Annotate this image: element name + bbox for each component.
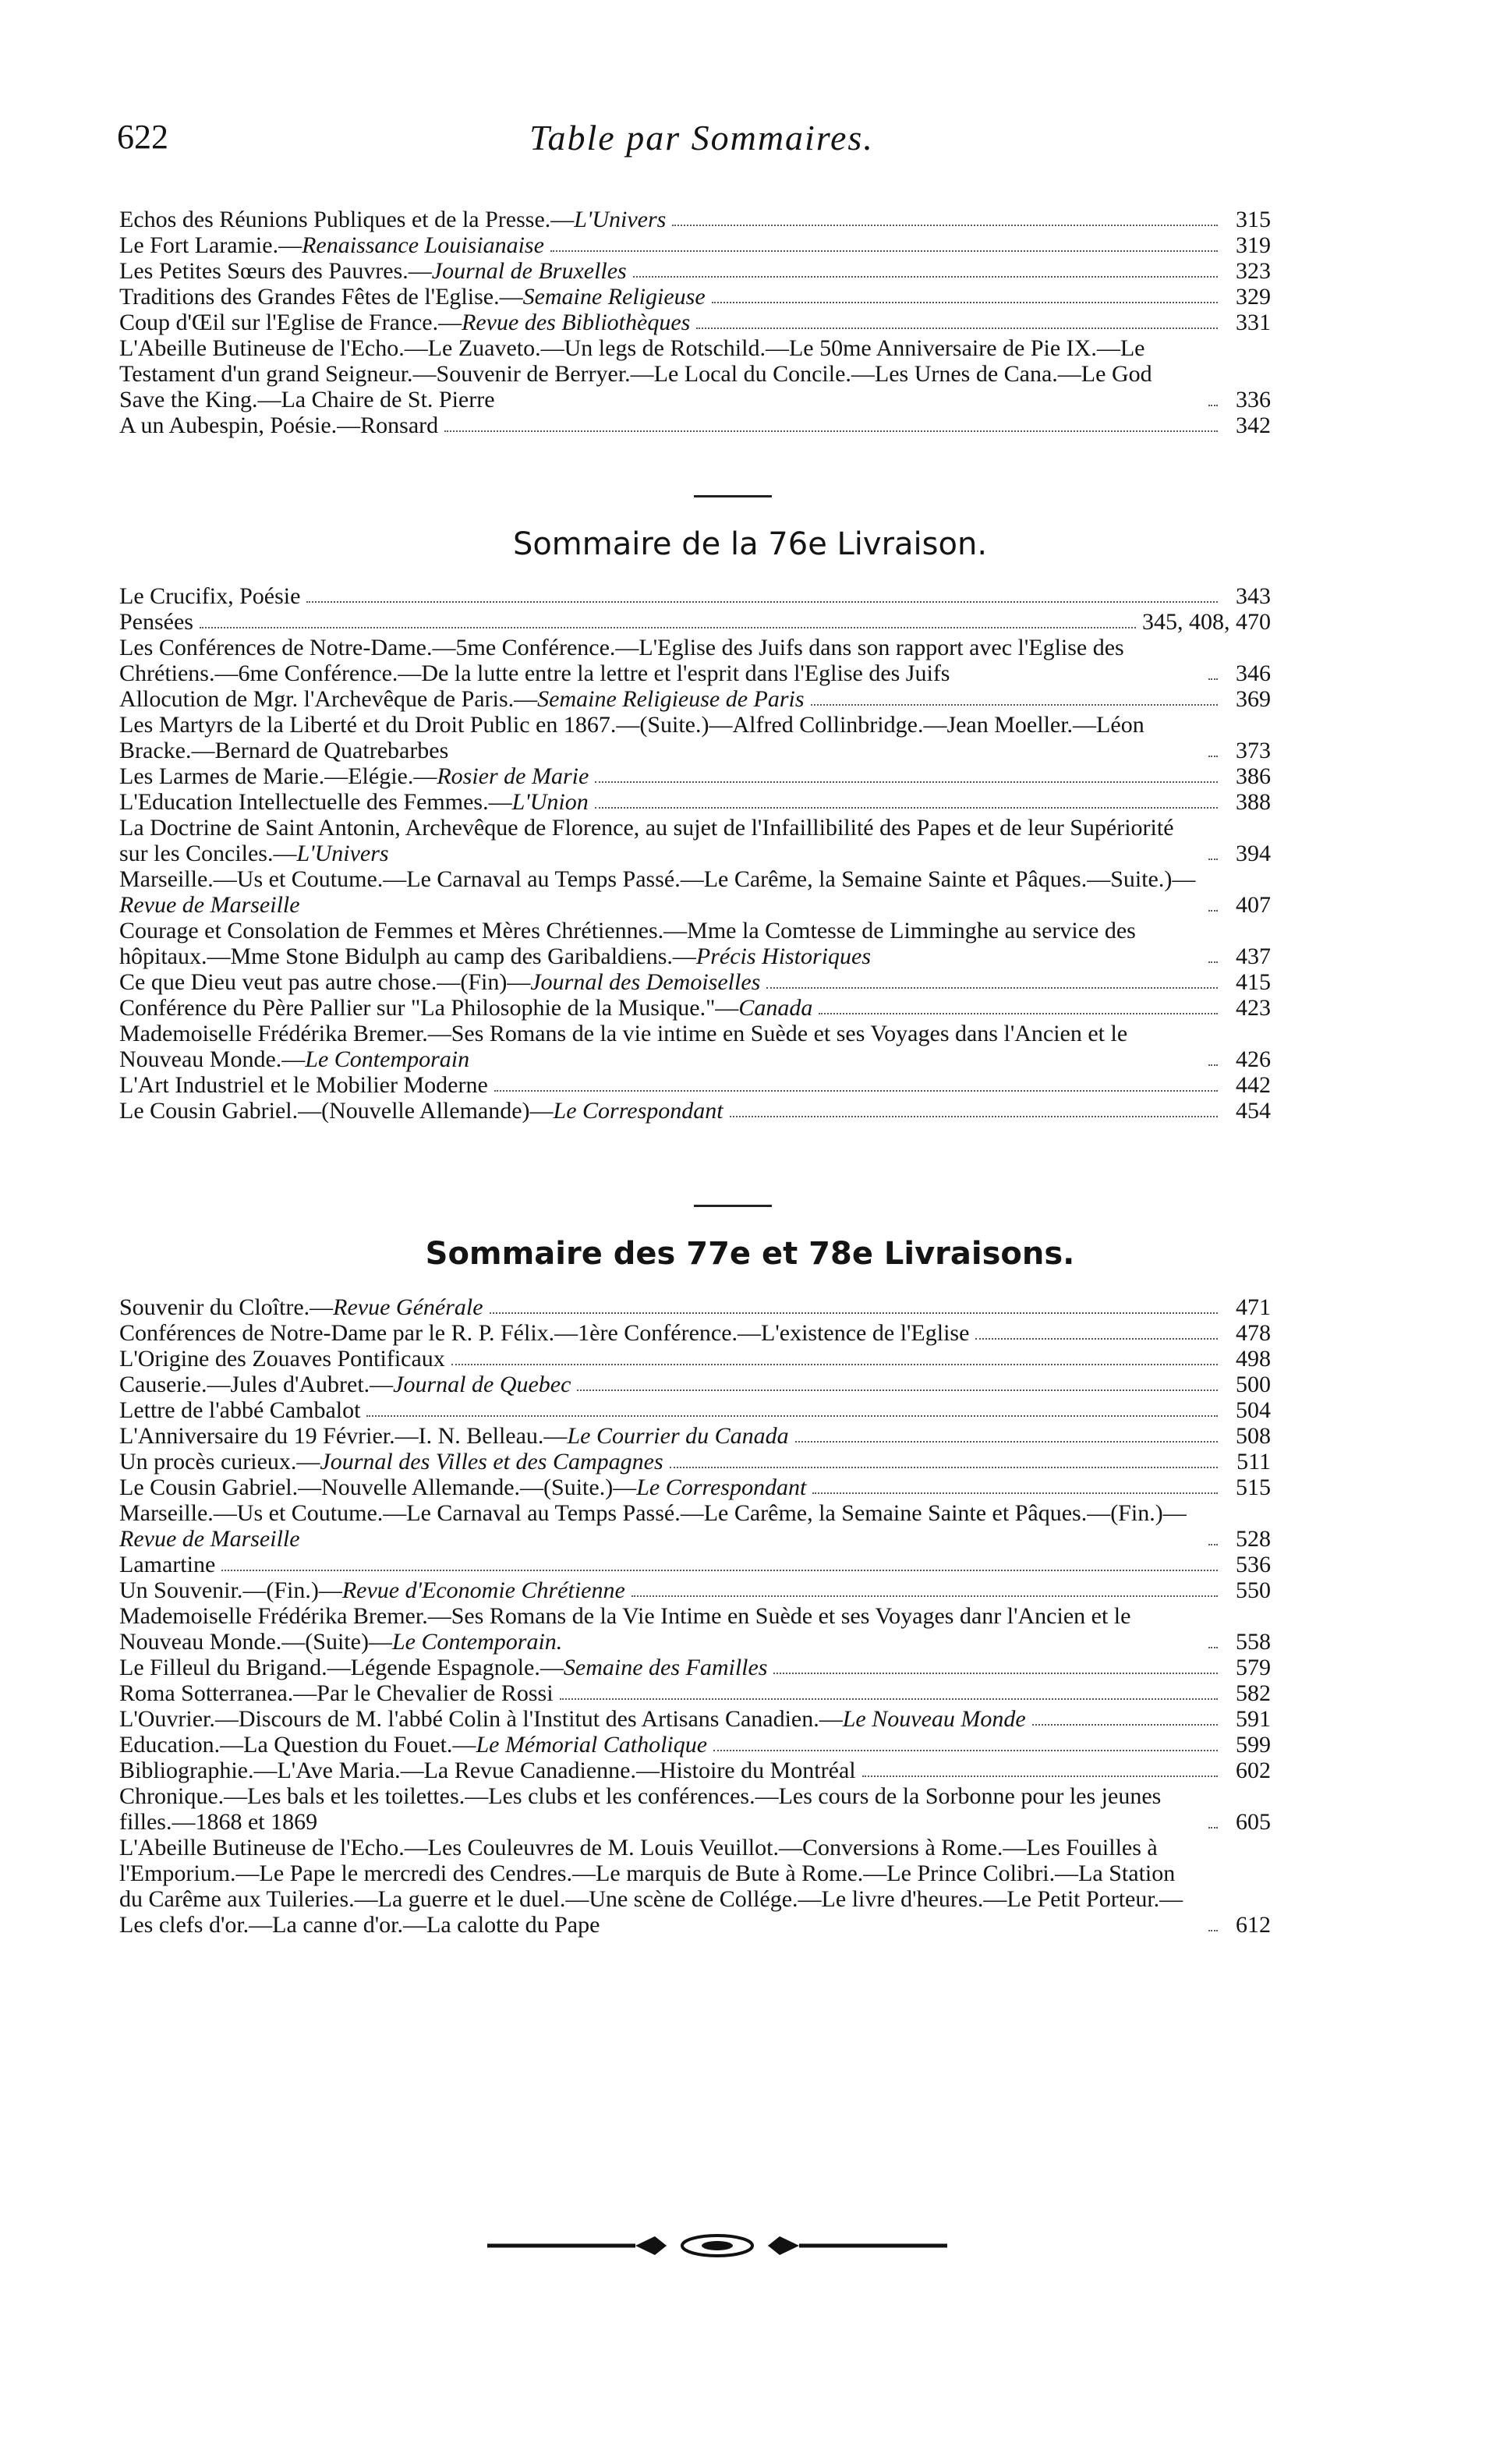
entry-page-number: 478 bbox=[1236, 1320, 1271, 1346]
toc-entry bbox=[119, 1500, 1271, 1552]
entry-page-number: 550 bbox=[1236, 1577, 1271, 1603]
toc-entry bbox=[119, 1835, 1271, 1938]
entry-title: Un procès curieux.—Journal des Villes et des Campagnes bbox=[119, 1449, 663, 1475]
entry-source: Canada bbox=[738, 995, 813, 1021]
entry-source: Précis Historiques bbox=[695, 943, 872, 969]
entry-source: Rosier de Marie bbox=[437, 763, 589, 789]
toc-entry bbox=[119, 1577, 1271, 1603]
toc-entry bbox=[119, 1783, 1271, 1835]
dot-leader bbox=[773, 1673, 1218, 1674]
toc-entry bbox=[119, 258, 1271, 284]
toc-entry bbox=[119, 1098, 1271, 1124]
toc-entry bbox=[119, 1655, 1271, 1680]
entry-page-number: 423 bbox=[1236, 995, 1271, 1021]
entry-page-number: 605 bbox=[1236, 1809, 1271, 1835]
entry-source: Semaine Religieuse de Paris bbox=[537, 686, 805, 712]
toc-entry bbox=[119, 1603, 1271, 1655]
entry-title: Conférence du Père Pallier sur "La Philosophie de la Musique."—Canada bbox=[119, 995, 813, 1021]
toc-entry bbox=[119, 1294, 1271, 1320]
entry-title: La Doctrine de Saint Antonin, Archevêque de Florence, au sujet de l'Infaillibilité des Papes et de leur Supériorité sur les Conciles.—L'Univers bbox=[119, 815, 1174, 866]
section-76-entries bbox=[119, 583, 1271, 1124]
entry-source: Revue Générale bbox=[333, 1294, 483, 1320]
toc-entry bbox=[119, 583, 1271, 609]
entry-title: Mademoiselle Frédérika Bremer.—Ses Romans de la Vie Intime en Suède et ses Voyages danr l'Ancien et le Nouveau Monde.—(Suite)—Le Contemporain. bbox=[119, 1603, 1131, 1655]
entry-page-number: 323 bbox=[1236, 258, 1271, 284]
tailpiece-ornament bbox=[476, 2226, 959, 2265]
entry-page-number: 336 bbox=[1236, 387, 1271, 412]
entry-title: Lamartine bbox=[119, 1552, 216, 1577]
entry-page-number: 346 bbox=[1236, 660, 1271, 686]
toc-entry bbox=[119, 969, 1271, 995]
entry-title: Souvenir du Cloître.—Revue Générale bbox=[119, 1294, 483, 1320]
entry-source: Journal de Quebec bbox=[393, 1372, 571, 1397]
entry-title: L'Origine des Zouaves Pontificaux bbox=[119, 1346, 445, 1372]
running-title: Table par Sommaires. bbox=[529, 118, 874, 158]
entry-page-number: 342 bbox=[1236, 412, 1271, 438]
entry-page-number: 582 bbox=[1236, 1680, 1271, 1706]
entry-source: Journal des Villes et des Campagnes bbox=[320, 1449, 663, 1475]
dot-leader bbox=[1208, 1064, 1218, 1066]
entry-title: Les Conférences de Notre-Dame.—5me Conférence.—L'Eglise des Juifs dans son rapport avec l'Eglise des Chrétiens.—6me Conférence.—De la lutte entre la lettre et l'esprit dans l'Eglise des Juifs bbox=[119, 635, 1124, 686]
entry-page-number: 319 bbox=[1236, 232, 1271, 258]
dot-leader bbox=[811, 704, 1218, 706]
toc-entry bbox=[119, 1423, 1271, 1449]
dot-leader bbox=[1208, 1647, 1218, 1648]
dot-leader bbox=[766, 987, 1218, 989]
entry-title: Le Filleul du Brigand.—Légende Espagnole.—Semaine des Familles bbox=[119, 1655, 768, 1680]
entry-title: Le Cousin Gabriel.—(Nouvelle Allemande)—Le Correspondant bbox=[119, 1098, 723, 1124]
dot-leader bbox=[444, 430, 1218, 432]
dot-leader bbox=[712, 302, 1218, 303]
toc-entry bbox=[119, 866, 1271, 918]
entry-title: Les Larmes de Marie.—Elégie.—Rosier de Marie bbox=[119, 763, 589, 789]
dot-leader bbox=[490, 1312, 1218, 1314]
entry-page-number: 591 bbox=[1236, 1706, 1271, 1732]
entry-page-number: 329 bbox=[1236, 284, 1271, 310]
toc-entry bbox=[119, 412, 1271, 438]
toc-entry bbox=[119, 1475, 1271, 1500]
toc-entry bbox=[119, 712, 1271, 763]
continued-entries bbox=[119, 207, 1271, 438]
entry-title: L'Anniversaire du 19 Février.—I. N. Belleau.—Le Courrier du Canada bbox=[119, 1423, 789, 1449]
entry-source: Journal des Demoiselles bbox=[530, 969, 761, 995]
dot-leader bbox=[1208, 961, 1218, 963]
dot-leader bbox=[713, 1750, 1218, 1751]
entry-title: Traditions des Grandes Fêtes de l'Eglise.—Semaine Religieuse bbox=[119, 284, 706, 310]
toc-entry bbox=[119, 335, 1271, 412]
toc-entry bbox=[119, 763, 1271, 789]
entry-page-number: 394 bbox=[1236, 841, 1271, 866]
dot-leader bbox=[730, 1116, 1218, 1117]
entry-source: Renaissance Louisianaise bbox=[302, 232, 544, 258]
toc-entry bbox=[119, 1021, 1271, 1072]
entry-title: L'Art Industriel et le Mobilier Moderne bbox=[119, 1072, 488, 1098]
entry-page-number: 437 bbox=[1236, 943, 1271, 969]
entry-page-number: 331 bbox=[1236, 310, 1271, 335]
entry-page-number: 508 bbox=[1236, 1423, 1271, 1449]
entry-page-number: 599 bbox=[1236, 1732, 1271, 1758]
dot-leader bbox=[560, 1698, 1218, 1700]
dot-leader bbox=[1208, 756, 1218, 757]
entry-source: L'Univers bbox=[296, 841, 389, 866]
section-divider bbox=[694, 1205, 772, 1207]
entry-page-number: 612 bbox=[1236, 1912, 1271, 1938]
entry-title: L'Education Intellectuelle des Femmes.—L'Union bbox=[119, 789, 589, 815]
entry-title: Echos des Réunions Publiques et de la Presse.—L'Univers bbox=[119, 207, 667, 232]
dot-leader bbox=[1208, 910, 1218, 912]
entry-page-number: 536 bbox=[1236, 1552, 1271, 1577]
entry-source: Le Correspondant bbox=[553, 1098, 723, 1124]
dot-leader bbox=[1032, 1724, 1218, 1726]
dot-leader bbox=[366, 1415, 1218, 1417]
dot-leader bbox=[812, 1492, 1218, 1494]
entry-page-number: 500 bbox=[1236, 1372, 1271, 1397]
entry-page-number: 471 bbox=[1236, 1294, 1271, 1320]
section-divider bbox=[694, 495, 772, 497]
dot-leader bbox=[1208, 859, 1218, 860]
dot-leader bbox=[819, 1013, 1218, 1014]
entry-title: Le Crucifix, Poésie bbox=[119, 583, 301, 609]
dot-leader bbox=[595, 781, 1218, 783]
entry-page-number: 315 bbox=[1236, 207, 1271, 232]
entry-source: Le Mémorial Catholique bbox=[476, 1732, 708, 1758]
entry-title: Conférences de Notre-Dame par le R. P. Félix.—1ère Conférence.—L'existence de l'Eglise bbox=[119, 1320, 970, 1346]
entry-page-number: 511 bbox=[1236, 1449, 1271, 1475]
entry-title: Les Martyrs de la Liberté et du Droit Public en 1867.—(Suite.)—Alfred Collinbridge.—Jean Moeller.—Léon Bracke.—Bernard de Quatrebarbes bbox=[119, 712, 1144, 763]
entry-page-number: 407 bbox=[1236, 892, 1271, 918]
entry-title: Marseille.—Us et Coutume.—Le Carnaval au Temps Passé.—Le Carême, la Semaine Sainte et Pâques.—Suite.)—Revue de Marseille bbox=[119, 866, 1196, 918]
toc-entry bbox=[119, 1680, 1271, 1706]
toc-entry bbox=[119, 1758, 1271, 1783]
toc-entry bbox=[119, 995, 1271, 1021]
section-77-title: Sommaire des 77e et 78e Livraisons. bbox=[425, 1236, 1075, 1272]
entry-title: Bibliographie.—L'Ave Maria.—La Revue Canadienne.—Histoire du Montréal bbox=[119, 1758, 856, 1783]
entry-page-number: 388 bbox=[1236, 789, 1271, 815]
entry-title: Les Petites Sœurs des Pauvres.—Journal de Bruxelles bbox=[119, 258, 627, 284]
dot-leader bbox=[670, 1467, 1218, 1468]
toc-entry bbox=[119, 815, 1271, 866]
dot-leader bbox=[1208, 1544, 1218, 1545]
toc-entry bbox=[119, 232, 1271, 258]
entry-source: Le Courrier du Canada bbox=[567, 1423, 789, 1449]
toc-entry bbox=[119, 635, 1271, 686]
entry-page-number: 454 bbox=[1236, 1098, 1271, 1124]
entry-page-number: 386 bbox=[1236, 763, 1271, 789]
entry-title: Coup d'Œil sur l'Eglise de France.—Revue des Bibliothèques bbox=[119, 310, 691, 335]
entry-page-number: 498 bbox=[1236, 1346, 1271, 1372]
toc-entry bbox=[119, 1449, 1271, 1475]
entry-source: Semaine Religieuse bbox=[522, 284, 706, 310]
dot-leader bbox=[1208, 1930, 1218, 1931]
entry-source: Semaine des Familles bbox=[563, 1655, 768, 1680]
dot-leader bbox=[221, 1570, 1218, 1571]
toc-entry bbox=[119, 1552, 1271, 1577]
dot-leader bbox=[631, 1595, 1218, 1597]
entry-page-number: 515 bbox=[1236, 1475, 1271, 1500]
toc-entry bbox=[119, 686, 1271, 712]
toc-entry bbox=[119, 1706, 1271, 1732]
entry-title: L'Abeille Butineuse de l'Echo.—Les Couleuvres de M. Louis Veuillot.—Conversions à Rome.—Les Fouilles à l'Emporium.—Le Pape le mercredi des Cendres.—Le marquis de Bute à Rome.—Le Prince Colibri.—La Station du Carême aux Tuileries.—La guerre et le duel.—Une scène de Collége.—Le livre d'heures.—Le Petit Porteur.—Les clefs d'or.—La canne d'or.—La calotte du Pape bbox=[119, 1835, 1183, 1938]
dot-leader bbox=[577, 1390, 1218, 1391]
entry-page-number: 343 bbox=[1236, 583, 1271, 609]
dot-leader bbox=[1208, 678, 1218, 680]
dot-leader bbox=[862, 1775, 1218, 1777]
dot-leader bbox=[200, 627, 1136, 628]
toc-entry bbox=[119, 1372, 1271, 1397]
toc-entry bbox=[119, 284, 1271, 310]
toc-entry bbox=[119, 1397, 1271, 1423]
page-number: 622 bbox=[117, 118, 168, 156]
entry-title: Marseille.—Us et Coutume.—Le Carnaval au Temps Passé.—Le Carême, la Semaine Sainte et Pâques.—(Fin.)—Revue de Marseille bbox=[119, 1500, 1187, 1552]
entry-title: Education.—La Question du Fouet.—Le Mémorial Catholique bbox=[119, 1732, 708, 1758]
entry-title: Le Cousin Gabriel.—Nouvelle Allemande.—(Suite.)—Le Correspondant bbox=[119, 1475, 807, 1500]
entry-page-number: 369 bbox=[1236, 686, 1271, 712]
entry-page-number: 442 bbox=[1236, 1072, 1271, 1098]
dot-leader bbox=[595, 807, 1218, 809]
entry-source: Revue d'Economie Chrétienne bbox=[341, 1577, 625, 1603]
dot-leader bbox=[795, 1441, 1218, 1443]
entry-source: Le Contemporain bbox=[305, 1046, 470, 1072]
dot-leader bbox=[1208, 405, 1218, 406]
entry-page-number: 602 bbox=[1236, 1758, 1271, 1783]
toc-entry bbox=[119, 1732, 1271, 1758]
toc-entry bbox=[119, 1072, 1271, 1098]
dot-leader bbox=[1208, 1827, 1218, 1829]
entry-page-number: 579 bbox=[1236, 1655, 1271, 1680]
toc-entry bbox=[119, 789, 1271, 815]
running-head bbox=[117, 117, 1286, 164]
entry-title: Chronique.—Les bals et les toilettes.—Les clubs et les conférences.—Les cours de la Sorbonne pour les jeunes filles.—1868 et 1869 bbox=[119, 1783, 1162, 1835]
toc-entry bbox=[119, 207, 1271, 232]
entry-page-number: 426 bbox=[1236, 1046, 1271, 1072]
toc-entry bbox=[119, 609, 1271, 635]
toc-entry bbox=[119, 1346, 1271, 1372]
entry-title: Courage et Consolation de Femmes et Mères Chrétiennes.—Mme la Comtesse de Limminghe au service des hôpitaux.—Mme Stone Bidulph au camp des Garibaldiens.—Précis Historiques bbox=[119, 918, 1136, 969]
entry-title: Ce que Dieu veut pas autre chose.—(Fin)—Journal des Demoiselles bbox=[119, 969, 761, 995]
toc-entry bbox=[119, 918, 1271, 969]
entry-title: Roma Sotterranea.—Par le Chevalier de Rossi bbox=[119, 1680, 554, 1706]
dot-leader bbox=[306, 601, 1218, 603]
dot-leader bbox=[672, 225, 1218, 226]
entry-source: Revue de Marseille bbox=[119, 892, 300, 918]
entry-page-number: 528 bbox=[1236, 1526, 1271, 1552]
entry-source: Revue des Bibliothèques bbox=[462, 310, 691, 335]
entry-source: Le Correspondant bbox=[636, 1475, 807, 1500]
entry-title: Lettre de l'abbé Cambalot bbox=[119, 1397, 361, 1423]
entry-source: L'Univers bbox=[574, 207, 667, 232]
dot-leader bbox=[975, 1338, 1218, 1340]
entry-title: L'Ouvrier.—Discours de M. l'abbé Colin à l'Institut des Artisans Canadien.—Le Nouveau Monde bbox=[119, 1706, 1026, 1732]
dot-leader bbox=[451, 1364, 1218, 1365]
entry-title: Mademoiselle Frédérika Bremer.—Ses Romans de la vie intime en Suède et ses Voyages dans l'Ancien et le Nouveau Monde.—Le Contemporain bbox=[119, 1021, 1128, 1072]
section-77-entries bbox=[119, 1294, 1271, 1938]
entry-page-number: 504 bbox=[1236, 1397, 1271, 1423]
dot-leader bbox=[633, 276, 1218, 278]
dot-leader bbox=[550, 250, 1218, 252]
dot-leader bbox=[494, 1090, 1218, 1092]
entry-page-number: 558 bbox=[1236, 1629, 1271, 1655]
entry-source: Revue de Marseille bbox=[119, 1526, 300, 1552]
entry-page-number: 415 bbox=[1236, 969, 1271, 995]
entry-source: Journal de Bruxelles bbox=[431, 258, 627, 284]
entry-title: Le Fort Laramie.—Renaissance Louisianaise bbox=[119, 232, 544, 258]
entry-title: Allocution de Mgr. l'Archevêque de Paris.—Semaine Religieuse de Paris bbox=[119, 686, 805, 712]
entry-page-number: 345, 408, 470 bbox=[1142, 609, 1271, 635]
entry-page-number: 373 bbox=[1236, 738, 1271, 763]
entry-source: Le Contemporain. bbox=[391, 1629, 563, 1655]
dot-leader bbox=[696, 327, 1218, 329]
toc-entry bbox=[119, 310, 1271, 335]
entry-title: Un Souvenir.—(Fin.)—Revue d'Economie Chrétienne bbox=[119, 1577, 625, 1603]
section-76-title: Sommaire de la 76e Livraison. bbox=[512, 526, 988, 562]
entry-title: L'Abeille Butineuse de l'Echo.—Le Zuaveto.—Un legs de Rotschild.—Le 50me Anniversaire de Pie IX.—Le Testament d'un grand Seigneur.—Souvenir de Berryer.—Le Local du Concile.—Les Urnes de Cana.—Le God Save the King.—La Chaire de St. Pierre bbox=[119, 335, 1152, 412]
entry-source: Le Nouveau Monde bbox=[842, 1706, 1026, 1732]
entry-title: Pensées bbox=[119, 609, 193, 635]
entry-title: Causerie.—Jules d'Aubret.—Journal de Quebec bbox=[119, 1372, 571, 1397]
entry-source: L'Union bbox=[511, 789, 589, 815]
entry-title: A un Aubespin, Poésie.—Ronsard bbox=[119, 412, 439, 438]
toc-entry bbox=[119, 1320, 1271, 1346]
